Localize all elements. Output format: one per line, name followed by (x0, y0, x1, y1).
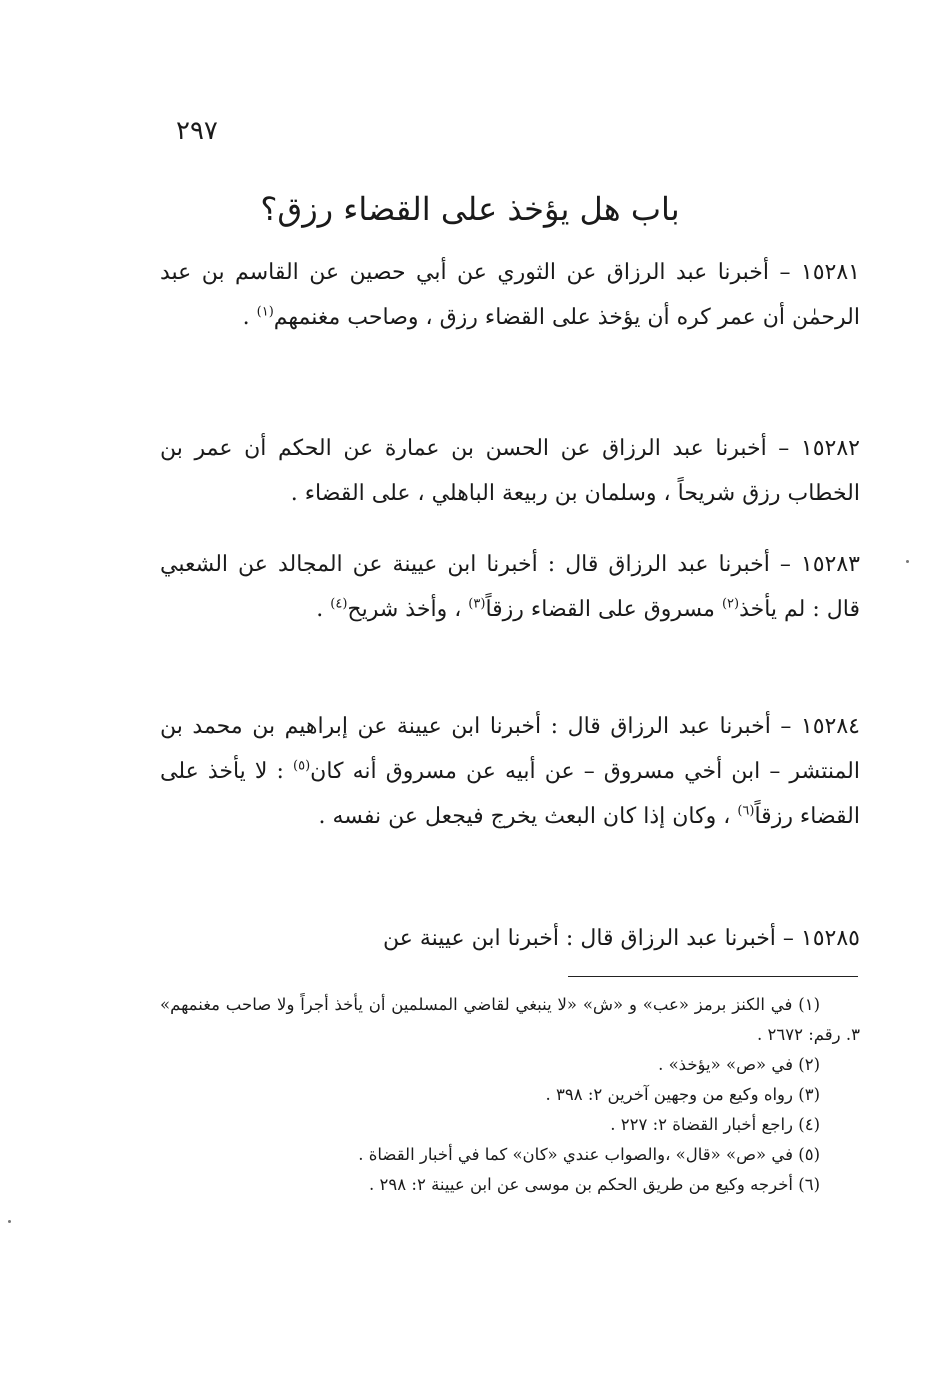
hadith-text: – أخبرنا عبد الرزاق عن الثوري عن أبي حصين عن القاسم بن عبد الرحمٰن أن عمر كره أن يؤخذ على القضاء رزق ، وصاحب مغنمهم (160, 260, 860, 330)
hadith-number: ١٥٢٨١ (800, 260, 860, 285)
hadith-paragraph (160, 916, 860, 961)
footnote: (١) في الكنز برمز «عب» و «ش» «لا ينبغي لقاضي المسلمين أن يأخذ أجراً ولا صاحب مغنمهم» ٣. رقم: ٢٦٧٢ . (160, 995, 860, 1044)
hadith-text: : لا يأخذ على القضاء رزقاً (160, 759, 860, 829)
hadith-paragraph (160, 426, 860, 516)
hadith-number: ١٥٢٨٥ (800, 926, 860, 951)
hadith-paragraph (160, 704, 860, 839)
footnote: (٢) في «ص» «يؤخذ» . (658, 1055, 820, 1074)
footnote-divider (568, 976, 858, 977)
footnote-ref: (٦) (737, 803, 755, 819)
hadith-text: مسروق على القضاء رزقاً (485, 597, 722, 622)
footnote-ref: (٤) (330, 596, 348, 612)
footnote: (٤) راجع أخبار القضاة ٢: ٢٢٧ . (610, 1115, 820, 1134)
hadith-text: – أخبرنا عبد الرزاق قال : أخبرنا ابن عيينة عن إبراهيم بن محمد بن المنتشر – ابن أخي مسروق – عن أبيه عن مسروق أنه كان (160, 714, 860, 784)
footnote: (٦) أخرجه وكيع من طريق الحكم بن موسى عن ابن عيينة ٢: ٢٩٨ . (369, 1175, 820, 1194)
page-number: ٢٩٧ (176, 116, 218, 146)
footnote-ref: (٣) (468, 596, 486, 612)
footnote-ref: (٢) (721, 596, 740, 612)
hadith-text: . (242, 305, 257, 330)
footnotes (160, 990, 860, 1200)
scan-speck (906, 560, 909, 563)
chapter-title: باب هل يؤخذ على القضاء رزق؟ (260, 190, 680, 228)
footnote: (٣) رواه وكيع من وجهين آخرين ٢: ٣٩٨ . (545, 1085, 820, 1104)
hadith-paragraph (160, 250, 860, 340)
footnote-ref: (١) (256, 304, 274, 320)
hadith-number: ١٥٢٨٣ (800, 552, 860, 577)
footnote-ref: (٥) (293, 758, 311, 774)
hadith-text: . (316, 597, 331, 622)
scan-speck (8, 1220, 11, 1223)
hadith-number: ١٥٢٨٢ (800, 436, 860, 461)
footnote: (٥) في «ص» «قال» ،والصواب عندي «كان» كما في أخبار القضاة . (358, 1145, 820, 1164)
hadith-text: – أخبرنا عبد الرزاق قال : أخبرنا ابن عيينة عن (382, 926, 801, 951)
hadith-text: – أخبرنا عبد الرزاق قال : أخبرنا ابن عيينة عن المجالد عن الشعبي قال : لم يأخذ (160, 552, 860, 622)
hadith-paragraph (160, 542, 860, 632)
hadith-text: ، وكان إذا كان البعث يخرج فيجعل عن نفسه . (318, 804, 738, 829)
hadith-text: ، وأخذ شريح (347, 597, 469, 622)
hadith-text: – أخبرنا عبد الرزاق عن الحسن بن عمارة عن الحكم أن عمر بن الخطاب رزق شريحاً ، وسلمان بن ربيعة الباهلي ، على القضاء . (160, 436, 860, 506)
hadith-number: ١٥٢٨٤ (800, 714, 860, 739)
